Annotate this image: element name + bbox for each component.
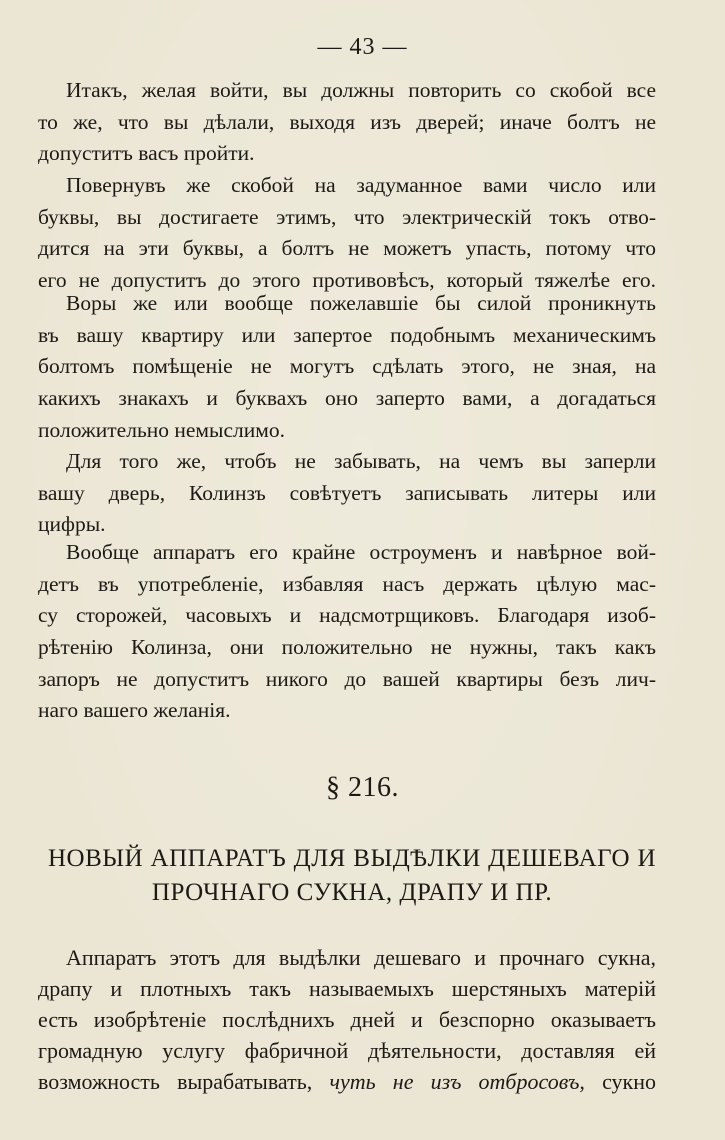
text-line: болтомъ помѣщеніе не могутъ сдѣлать этого, не зная, на [38, 354, 656, 379]
text-line: положительно немыслимо. [38, 417, 285, 442]
text-line: въ вашу квартиру или запертое подобнымъ механическимъ [38, 322, 656, 347]
text-line: то же, что вы дѣлали, выходя изъ дверей; иначе болтъ не [38, 109, 656, 134]
text-line: Воры же или вообще пожелавшіе бы силой проникнуть [66, 291, 656, 315]
paragraph [38, 288, 656, 446]
section-heading [48, 842, 656, 910]
paragraph [38, 537, 656, 727]
page-number: — 43 — [317, 34, 408, 60]
paragraph [38, 446, 656, 541]
text-line: Вообще аппаратъ его крайне остроуменъ и навѣрное вой- [66, 540, 656, 564]
text-line: су сторожей, часовыхъ и надсмотрщиковъ. Благодаря изоб- [38, 603, 656, 628]
text-line: дится на эти буквы, а болтъ не можетъ упасть, потому что [38, 236, 656, 261]
text-line: какихъ знакахъ и буквахъ оно заперто вами, а догадаться [38, 386, 656, 411]
text-line [38, 1066, 656, 1097]
paragraph [38, 170, 656, 297]
text-line: рѣтенію Колинза, они положительно не нужны, такъ какъ [38, 635, 656, 660]
italic-phrase: чуть не изъ отбросовъ, [329, 1069, 585, 1094]
text-line: запоръ не допуститъ никого до вашей квартиры безъ лич- [38, 666, 656, 691]
paragraph [38, 942, 656, 1097]
text-line: допуститъ васъ пройти. [38, 141, 255, 166]
text-span: сукно [602, 1069, 656, 1094]
section-heading-line: ПРОЧНАГО СУКНА, ДРАПУ И ПР. [151, 879, 553, 906]
section-number: § 216. [326, 772, 399, 803]
text-span: возможность вырабатывать, [38, 1069, 313, 1094]
section-heading-line: НОВЫЙ АППАРАТЪ ДЛЯ ВЫДѢЛКИ ДЕШЕВАГО И [48, 845, 656, 872]
text-line: наго вашего желанія. [38, 698, 231, 723]
text-line: вашу дверь, Колинзъ совѣтуетъ записывать литеры или [38, 480, 656, 505]
text-line: Итакъ, желая войти, вы должны повторить со скобой все [66, 78, 656, 102]
text-line: буквы, вы достигаете этимъ, что электрическій токъ отво- [38, 204, 656, 229]
text-line: детъ въ употребленіе, избавляя насъ держать цѣлую мас- [38, 571, 656, 596]
text-line: громадную услугу фабричной дѣятельности, доставляя ей [38, 1038, 656, 1063]
text-line: есть изобрѣтеніе послѣднихъ дней и безспорно оказываетъ [38, 1007, 656, 1032]
text-line: Для того же, чтобъ не забывать, на чемъ вы заперли [66, 449, 656, 473]
text-line: Аппаратъ этотъ для выдѣлки дешеваго и прочнаго сукна, [66, 945, 656, 970]
text-line: его не допуститъ до этого противовѣсъ, который тяжелѣе его. [38, 268, 656, 293]
text-line: цифры. [38, 512, 106, 537]
paragraph [38, 75, 656, 170]
text-line: драпу и плотныхъ такъ называемыхъ шерстяныхъ матерій [38, 976, 656, 1001]
text-line: Повернувъ же скобой на задуманное вами число или [66, 173, 656, 197]
